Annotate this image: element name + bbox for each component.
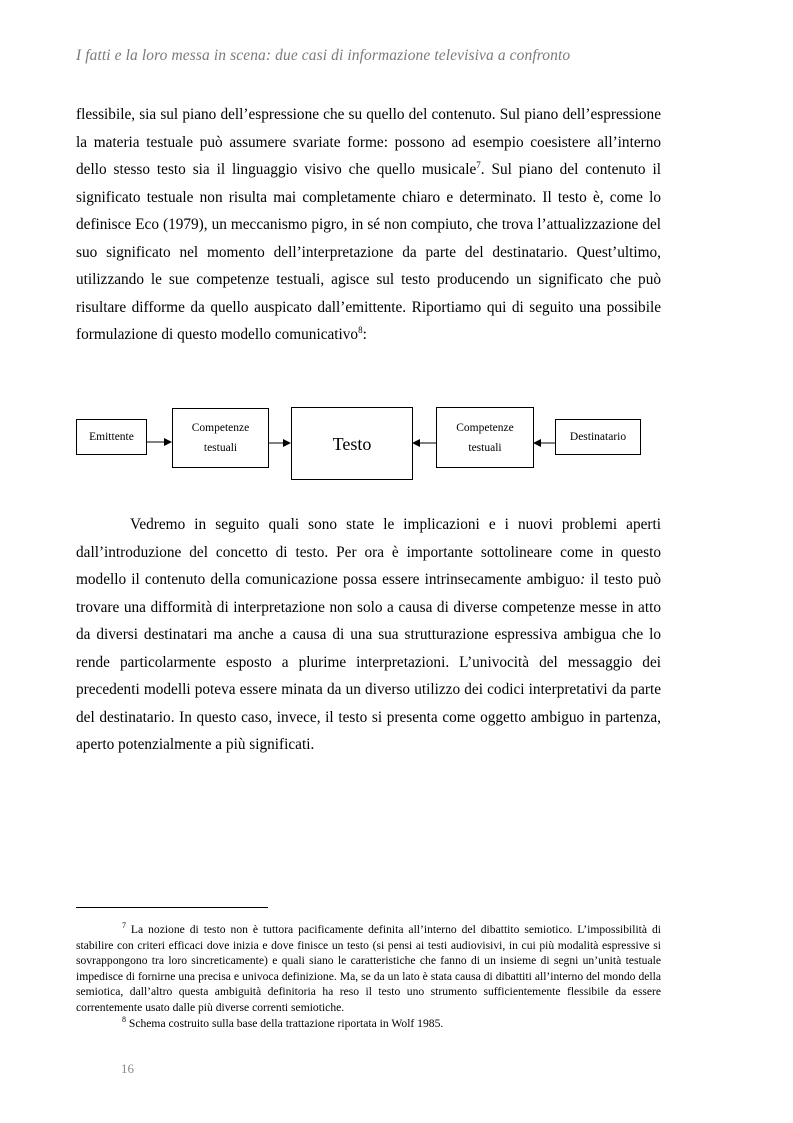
footnote-7-number: 7 — [122, 921, 126, 931]
competenze-right-label — [456, 418, 513, 458]
competenze-left-line-1: Competenze — [191, 422, 250, 434]
emittente-label: Emittente — [89, 431, 134, 443]
testo-box — [291, 407, 413, 480]
footnote-separator — [76, 907, 268, 908]
paragraph-1-text-b: . Sul piano del contenuto il significato testuale non risulta mai completamente chiaro e determinato. Il testo è, come lo definisce Eco (1979), un meccanismo pigro, in sé non compiuto, che trova l’attualizzazione del suo significato nel momento dell’interpretazione da parte del destinatario. Quest’ultimo, utilizzando le sue competenze testuali, agisce sul testo producendo un significato che può risultare difforme da quello auspicato dall’emittente. Riportiamo qui di seguito una possibile formulazione di questo modello comunicativo — [76, 161, 661, 343]
paragraph-2 — [76, 511, 661, 759]
footnotes — [76, 922, 661, 1031]
paragraph-2-text-a: Vedremo in seguito quali sono state le implicazioni e i nuovi problemi aperti dall’introduzione del concetto di testo. Per ora è importante sottolineare come in questo modello il contenuto della comunicazione possa essere intrinsecamente ambiguo — [76, 516, 661, 588]
competenze-right-line-2: testuali — [468, 441, 502, 454]
emittente-box — [76, 419, 147, 455]
footnote-ref-7: 7 — [476, 159, 481, 170]
competenze-left-box — [172, 408, 269, 468]
footnote-7 — [76, 922, 661, 1016]
page-number: 16 — [121, 1061, 134, 1076]
destinatario-label: Destinatario — [569, 431, 627, 443]
destinatario-box — [555, 419, 641, 455]
running-header: I fatti e la loro messa in scena: due casi di informazione televisiva a confronto — [76, 47, 571, 64]
paragraph-1-text-c: : — [362, 326, 367, 343]
footnote-8-text: Schema costruito sulla base della trattazione riportata in Wolf 1985. — [126, 1016, 444, 1030]
paragraph-2-text-b: il testo può trovare una difformità di interpretazione non solo a causa di diverse competenze messe in atto da diversi destinatari ma anche a causa di una sua strutturazione espressiva ambigua che lo rende particolarmente esposto a plurime interpretazioni. L’univocità del messaggio dei precedenti modelli poteva essere minata da un diverso utilizzo dei codici interpretativi da parte del destinatario. In questo caso, invece, il testo si presenta come oggetto ambiguo in partenza, aperto potenzialmente a più significati. — [76, 571, 662, 753]
footnote-ref-8: 8 — [358, 324, 363, 335]
footnote-8-number: 8 — [122, 1014, 126, 1024]
testo-label: Testo — [332, 433, 372, 454]
competenze-right-box — [436, 407, 534, 468]
competenze-right-line-1: Competenze — [456, 421, 514, 434]
paragraph-1 — [76, 101, 661, 349]
competenze-left-line-2: testuali — [203, 442, 238, 454]
communication-model-diagram — [0, 400, 793, 490]
paragraph-2-colon: : — [580, 571, 586, 588]
paragraph-1-text-a: flessibile, sia sul piano dell’espressione che su quello del contenuto. Sul piano dell’espressione la materia testuale può assumere svariate forme: possono ad esempio coesistere all’interno dello stesso testo sia il linguaggio visivo che quello musicale — [76, 106, 661, 178]
footnote-8 — [76, 1016, 661, 1032]
competenze-left-label — [192, 418, 249, 458]
footnote-7-text: La nozione di testo non è tuttora pacificamente definita all’interno del dibattito semiotico. L’impossibilità di stabilire con criteri efficaci dove inizia e dove finisce un testo (si pensi ai testi audiovisivi, in cui più modalità espressive si sovrappongono tra loro sincreticamente) e quali siano le caratteristiche che fanno di un insieme di segni un’unità testuale impedisce di fornirne una precisa e univoca definizione. Ma, se da un lato è stata causa di dibattiti all’interno del mondo della semiotica, dall’altro questa ambiguità definitoria ha reso il testo uno strumento sufficientemente flessibile da essere correntemente usato dalle più diverse correnti semiotiche. — [76, 923, 661, 1014]
